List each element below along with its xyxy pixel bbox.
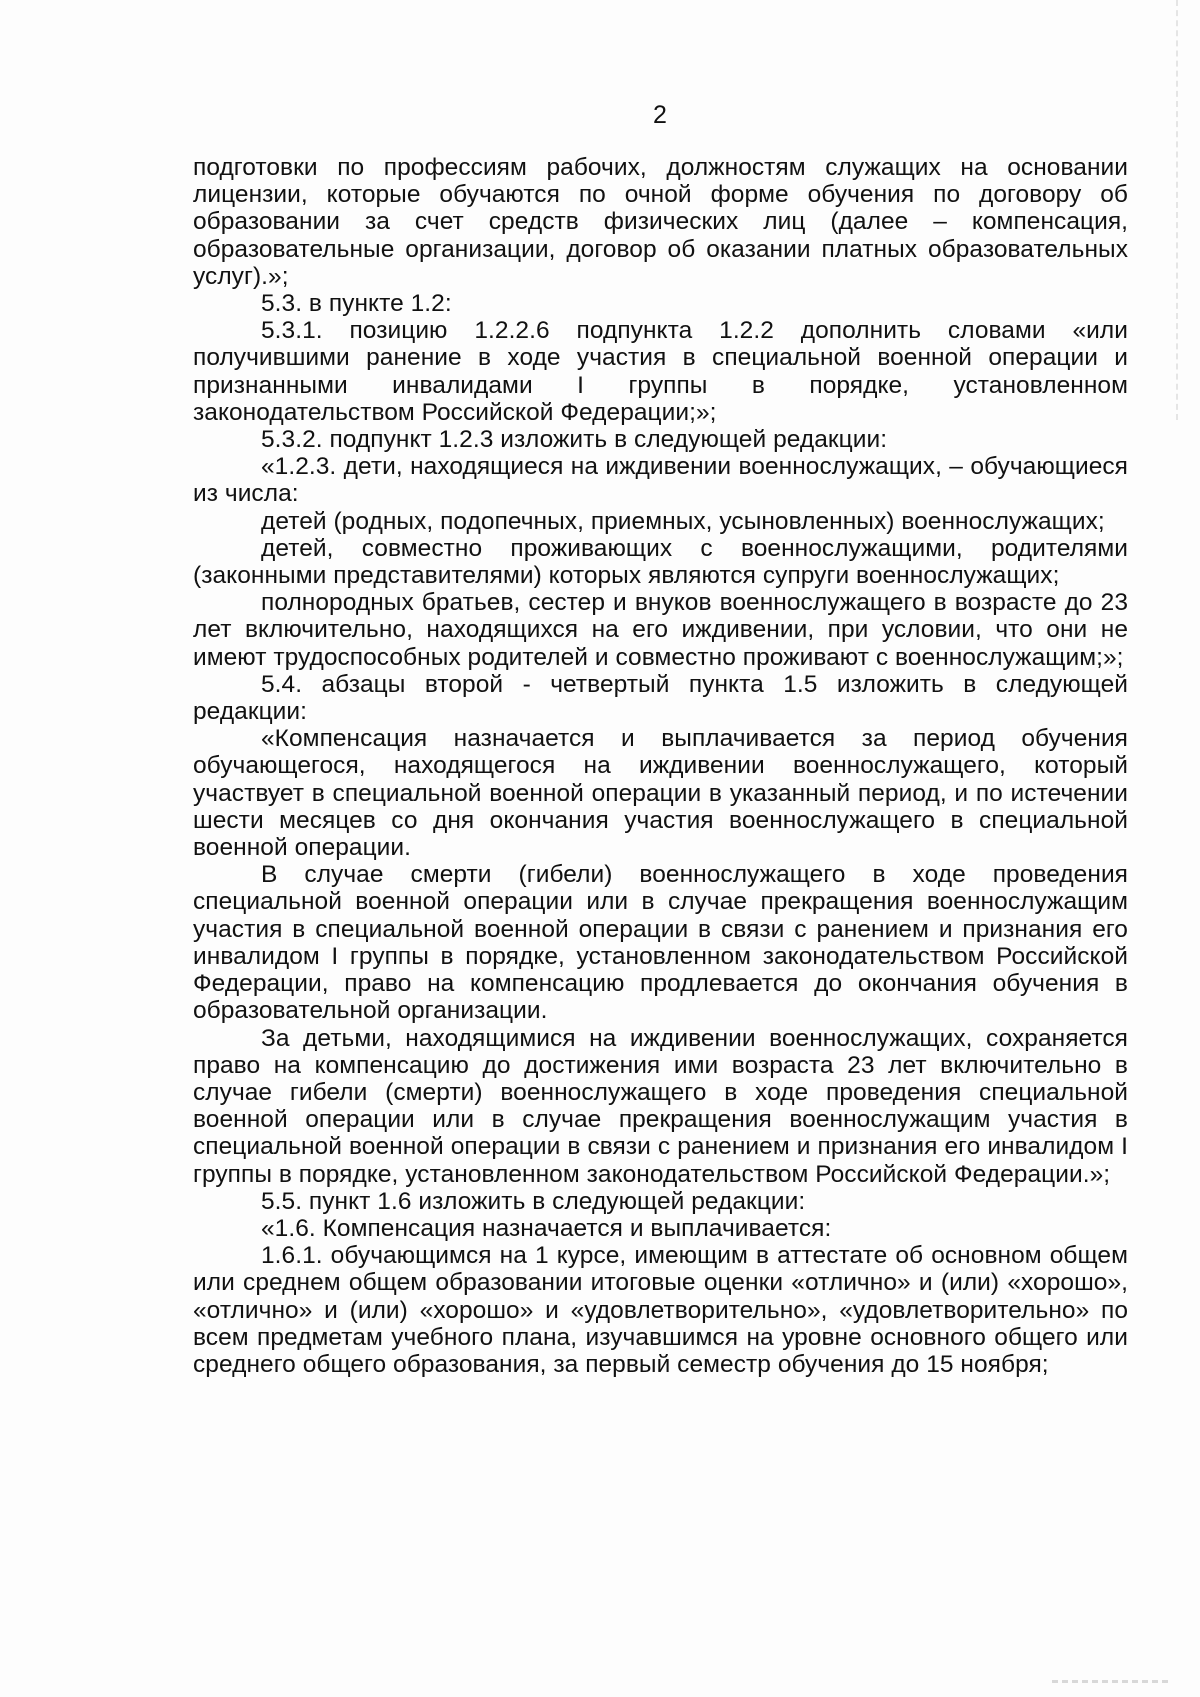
paragraph-5-4: 5.4. абзацы второй - четвертый пункта 1.5 изложить в следующей редакции: [193,670,1128,726]
paragraph-1-6: «1.6. Компенсация назначается и выплачивается: [261,1214,832,1242]
paragraph-5-3-1: 5.3.1. позицию 1.2.2.6 подпункта 1.2.2 дополнить словами «или получившими ранение в ходе участия в специальной военной операции и признанными инвалидами I группы в порядке, установленном законодательством Российской Федерации;»; [193,317,1128,426]
paragraph-children-cohabiting: детей, совместно проживающих с военнослужащими, родителями (законными представителями) которых являются супруги военнослужащих; [193,534,1128,590]
paragraph-continuation: подготовки по профессиям рабочих, должностям служащих на основании лицензии, которые обучаются по очной форме обучения по договору об образовании за счет средств физических лиц (далее – компенсация, образовательные организации, договор об оказании платных образовательных услуг).»; [193,154,1128,290]
paragraph-5-3: 5.3. в пункте 1.2: [261,290,452,318]
scan-bottom-mark [1052,1680,1172,1683]
page-number: 2 [653,101,667,129]
paragraph-siblings-grandchildren: полнородных братьев, сестер и внуков военнослужащего в возрасте до 23 лет включительно, находящихся на его иждивении, при условии, что они не имеют трудоспособных родителей и совместно проживают с военнослужащим;»; [193,589,1128,671]
paragraph-5-3-2: 5.3.2. подпункт 1.2.3 изложить в следующей редакции: [261,426,888,454]
paragraph-5-5: 5.5. пункт 1.6 изложить в следующей редакции: [261,1187,806,1215]
paragraph-children-own: детей (родных, подопечных, приемных, усыновленных) военнослужащих; [261,507,1105,535]
scan-edge-mark [1166,0,1178,420]
paragraph-death-or-injury: В случае смерти (гибели) военнослужащего в ходе проведения специальной военной операции или в случае прекращения военнослужащим участия в специальной военной операции в связи с ранением и признания его инвалидом I группы в порядке, установленном законодательством Российской Федерации, право на компенсацию продлевается до окончания обучения в образовательной организации. [193,861,1128,1025]
paragraph-children-rights: За детьми, находящимися на иждивении военнослужащих, сохраняется право на компенсацию до достижения ими возраста 23 лет включительно в случае гибели (смерти) военнослужащего в ходе проведения специальной военной операции или в случае прекращения военнослужащим участия в специальной военной операции в связи с ранением и признания его инвалидом I группы в порядке, установленном законодательством Российской Федерации.»; [193,1024,1128,1188]
paragraph-compensation-period: «Компенсация назначается и выплачивается за период обучения обучающегося, находящегося на иждивении военнослужащего, который участвует в специальной военной операции в указанный период, и по истечении шести месяцев со дня окончания участия военнослужащего в специальной военной операции. [193,725,1128,862]
document-body [193,154,1128,1378]
paragraph-1-2-3: «1.2.3. дети, находящиеся на иждивении военнослужащих, – обучающиеся из числа: [193,453,1128,508]
paragraph-1-6-1: 1.6.1. обучающимся на 1 курсе, имеющим в аттестате об основном общем или среднем общем образовании итоговые оценки «отлично» и (или) «хорошо», «отлично» и (или) «хорошо» и «удовлетворительно», «удовлетворительно» по всем предметам учебного плана, изучавшимся на уровне основного общего или среднего общего образования, за первый семестр обучения до 15 ноября; [193,1242,1128,1378]
